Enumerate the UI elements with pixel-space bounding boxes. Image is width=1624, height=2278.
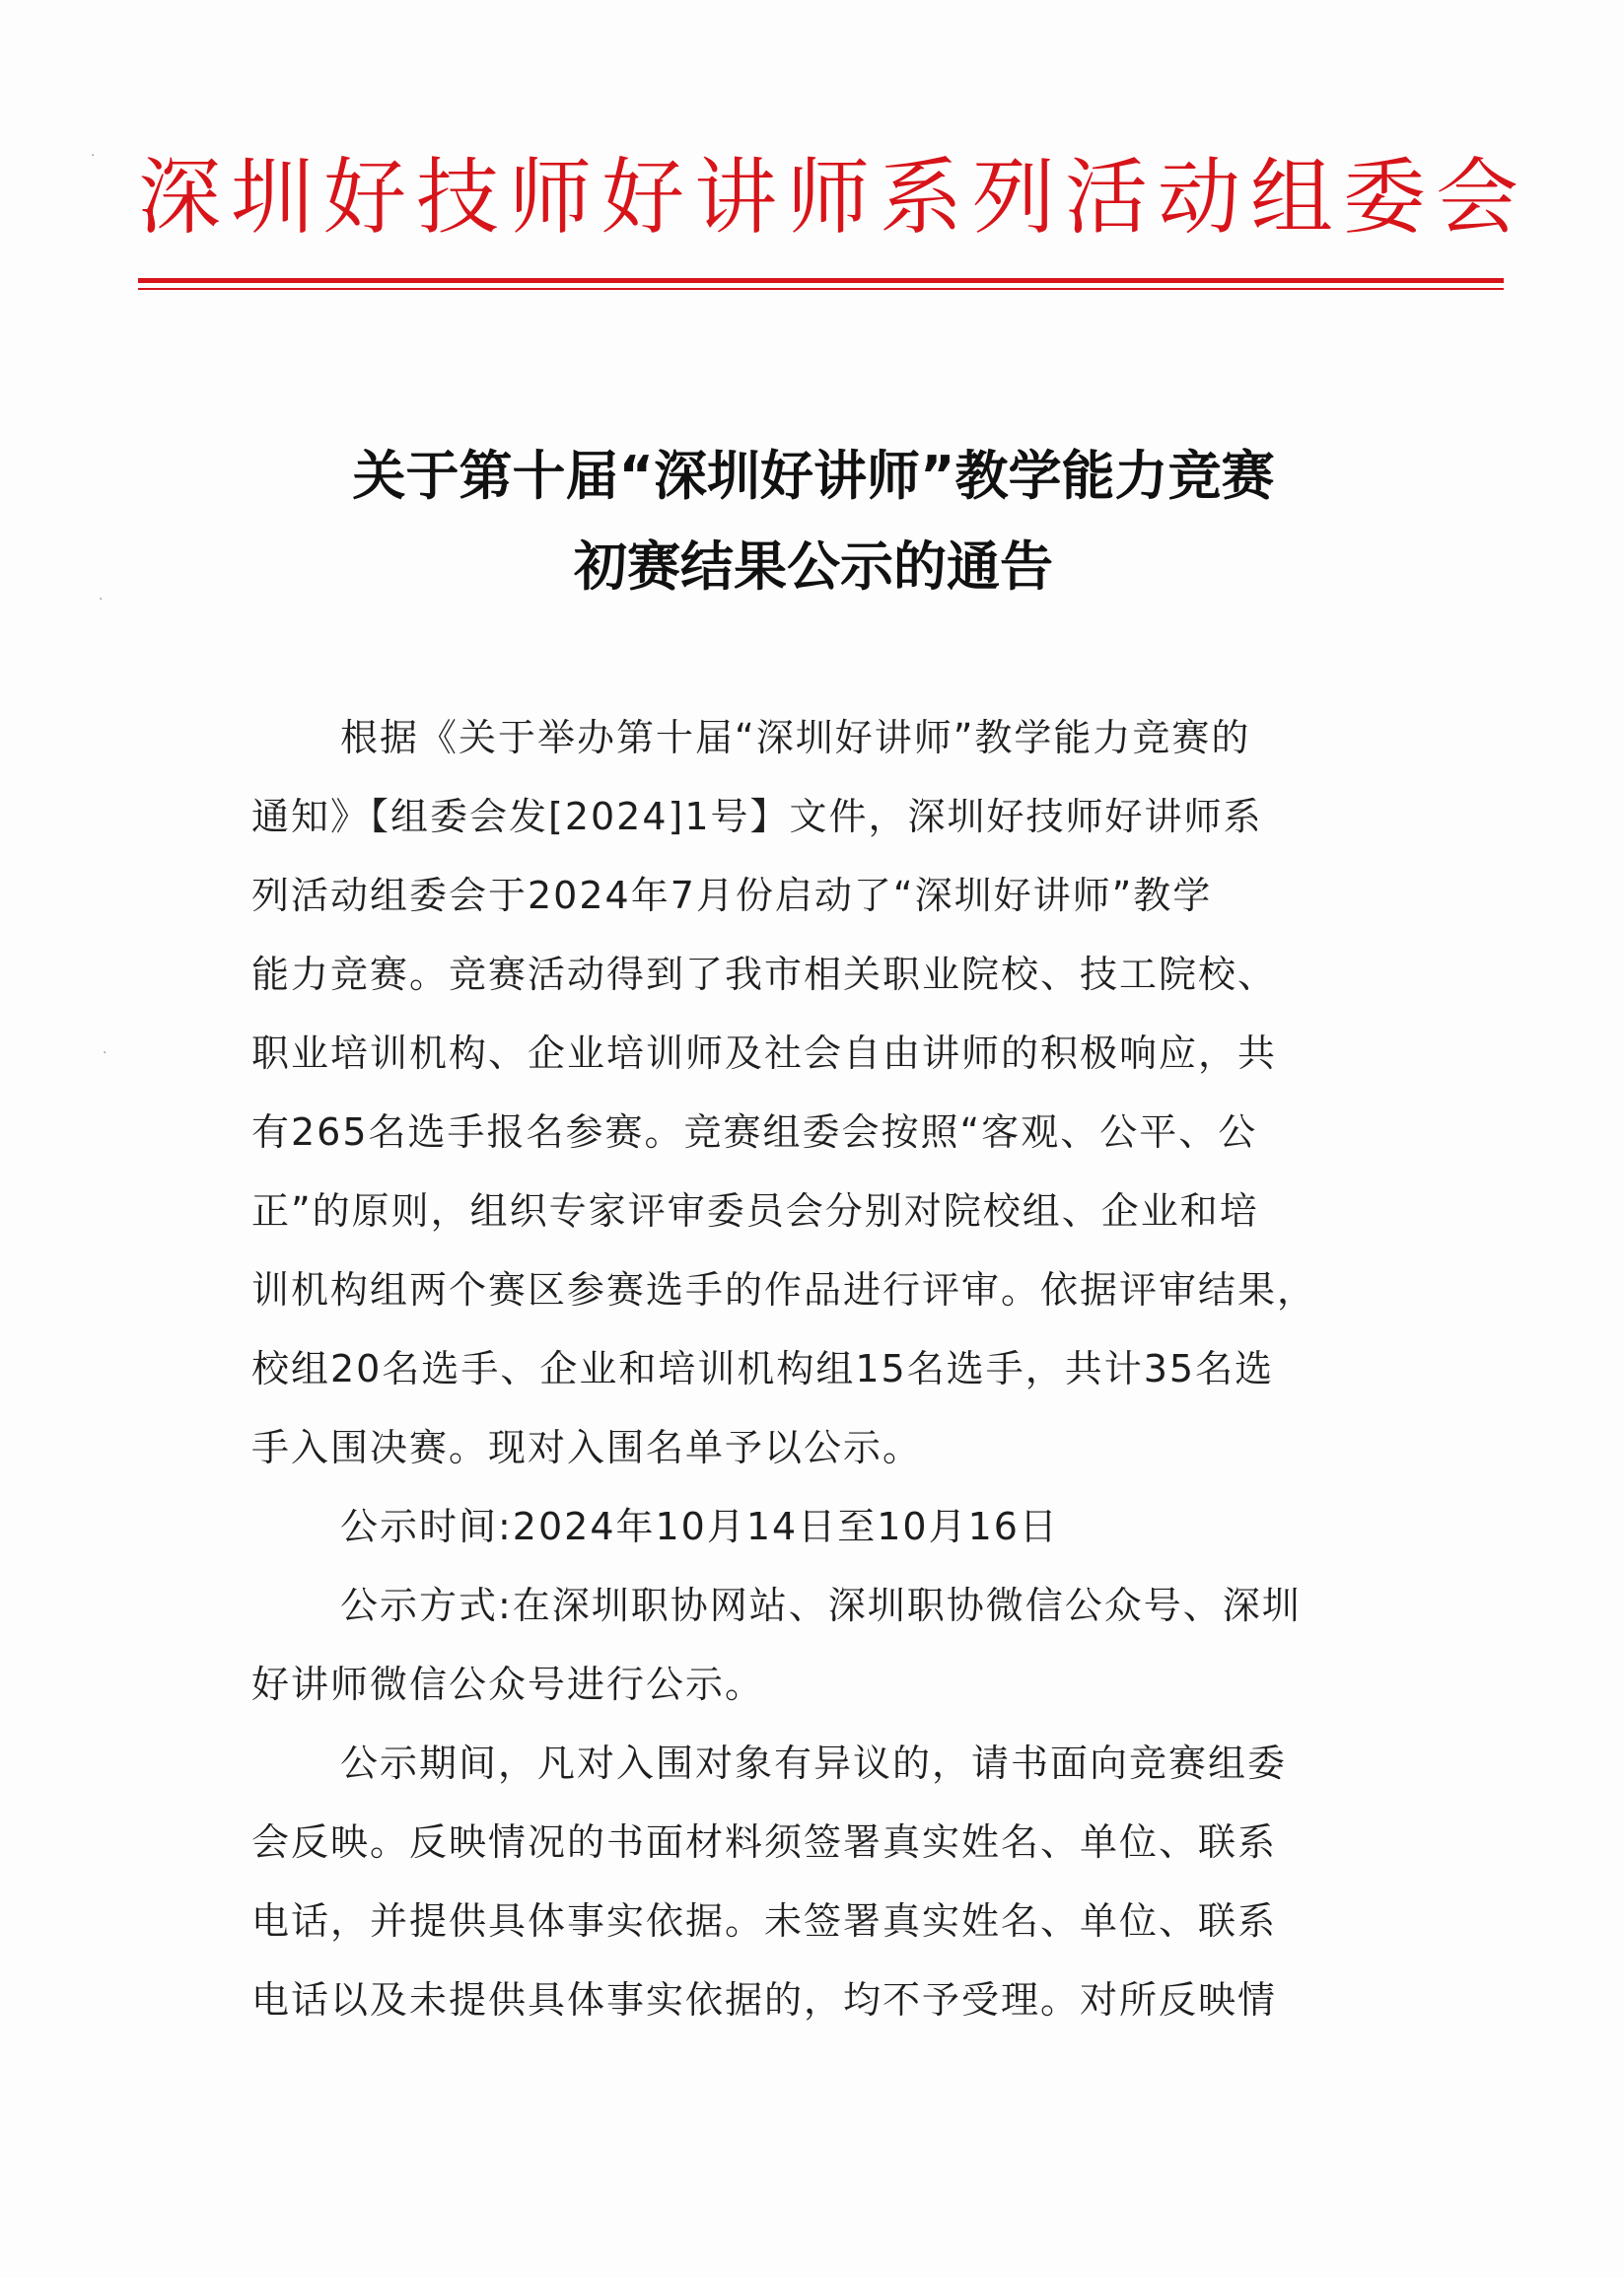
body-line: 电话，并提供具体事实依据。未签署真实姓名、单位、联系	[251, 1899, 1278, 1943]
notice-title-line-2: 初赛结果公示的通告	[574, 535, 1053, 598]
scan-speck: ·	[103, 1045, 107, 1061]
body-line: 训机构组两个赛区参赛选手的作品进行评审。依据评审结果，	[251, 1268, 1317, 1312]
body-line: 能力竞赛。竞赛活动得到了我市相关职业院校、技工院校、	[251, 953, 1278, 996]
body-line: 有265名选手报名参赛。竞赛组委会按照“客观、公平、公	[251, 1110, 1258, 1154]
body-line: 手入围决赛。现对入围名单予以公示。	[251, 1426, 923, 1469]
letterhead-rule-thick	[138, 278, 1504, 283]
body-line: 正”的原则，组织专家评审委员会分别对院校组、企业和培	[251, 1189, 1259, 1233]
body-line: 公示期间，凡对入围对象有异议的，请书面向竞赛组委	[340, 1742, 1288, 1785]
notice-title-line-1: 关于第十届“深圳好讲师”教学能力竞赛	[352, 445, 1275, 507]
letterhead-title: 深圳好技师好讲师系列活动组委会	[138, 149, 1529, 246]
scan-speck: ·	[99, 592, 104, 607]
body-line: 列活动组委会于2024年7月份启动了“深圳好讲师”教学	[251, 874, 1213, 917]
publicity-time: 公示时间:2024年10月14日至10月16日	[340, 1505, 1059, 1548]
body-line: 校组20名选手、企业和培训机构组15名选手，共计35名选	[251, 1347, 1275, 1390]
letterhead-rule-thin	[138, 288, 1504, 290]
body-line: 根据《关于举办第十届“深圳好讲师”教学能力竞赛的	[340, 716, 1251, 759]
publicity-method-line: 公示方式:在深圳职协网站、深圳职协微信公众号、深圳	[340, 1584, 1302, 1627]
body-line: 通知》【组委会发[2024]1号】文件，深圳好技师好讲师系	[251, 795, 1263, 838]
body-line: 职业培训机构、企业培训师及社会自由讲师的积极响应，共	[251, 1032, 1278, 1075]
publicity-method-line: 好讲师微信公众号进行公示。	[251, 1663, 765, 1706]
body-line: 会反映。反映情况的书面材料须签署真实姓名、单位、联系	[251, 1820, 1278, 1864]
scan-speck: ·	[91, 148, 96, 164]
body-line: 电话以及未提供具体事实依据的，均不予受理。对所反映情	[251, 1978, 1278, 2022]
